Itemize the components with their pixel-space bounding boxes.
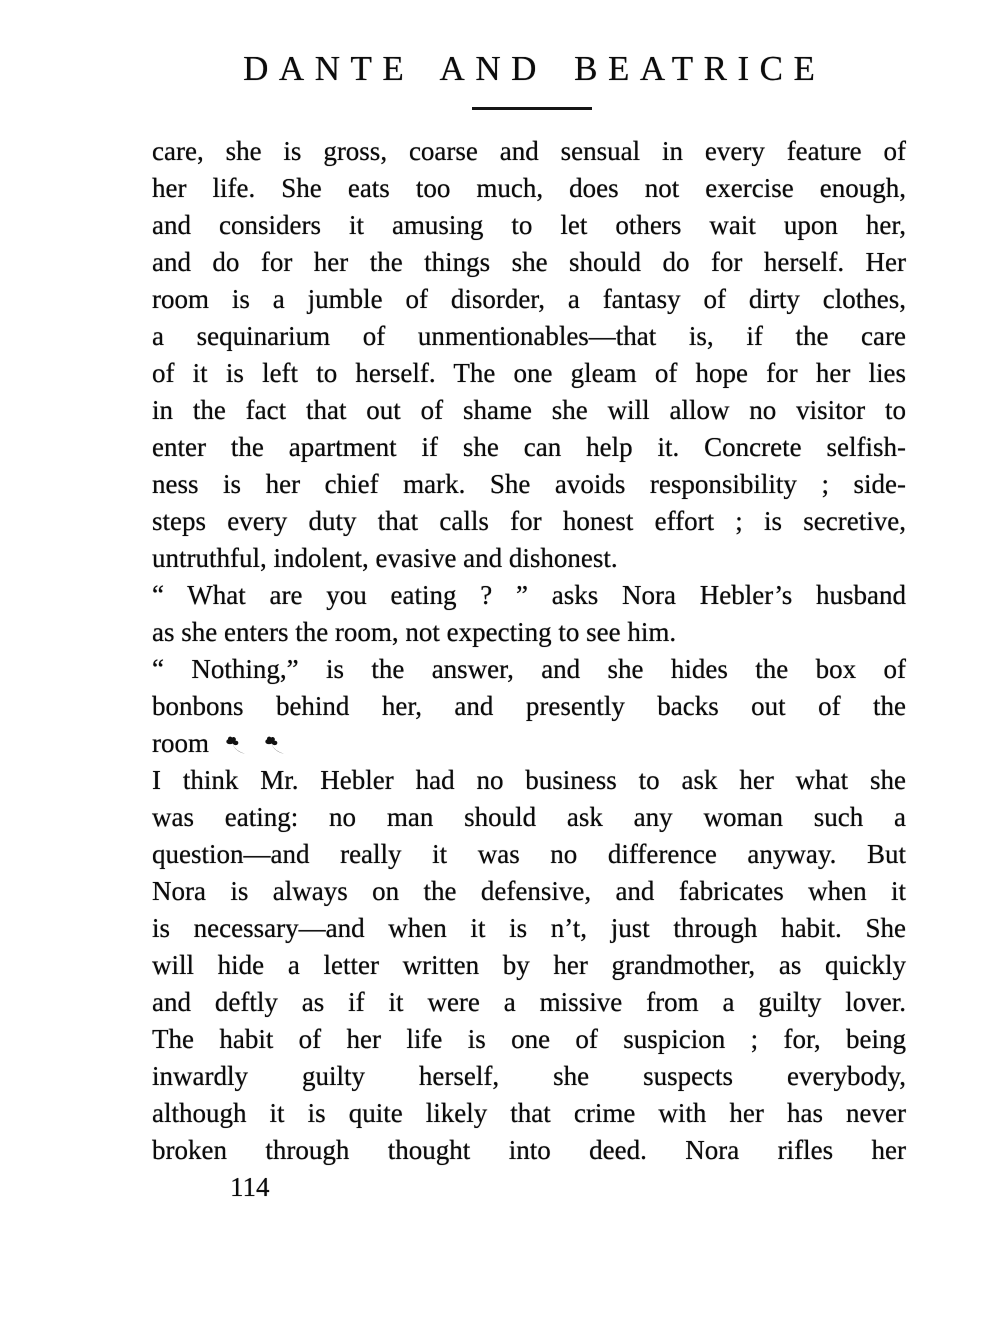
text-line: care, she is gross, coarse and sensual in every feature of (152, 136, 906, 166)
text-line: “ What are you eating ? ” asks Nora Hebler’s husband (152, 580, 906, 610)
fleuron-icon (264, 725, 287, 762)
text-line: I think Mr. Hebler had no business to ask her what she (152, 765, 906, 795)
text-line: Nora is always on the defensive, and fabricates when it (152, 876, 906, 906)
text-line: The habit of her life is one of suspicion ; for, being (152, 1024, 906, 1054)
page-number: 114 (230, 1172, 270, 1202)
text-line: ness is her chief mark. She avoids responsibility ; side- (152, 469, 906, 499)
paragraph (152, 577, 906, 651)
title-rule (472, 107, 592, 110)
text-line: her life. She eats too much, does not exercise enough, (152, 173, 906, 203)
paragraph (152, 133, 906, 577)
text-line: and deftly as if it were a missive from a guilty lover. (152, 987, 906, 1017)
text-line: is necessary—and when it is n’t, just through habit. She (152, 913, 906, 943)
page-title: DANTE AND BEATRICE (243, 49, 826, 88)
text-line: bonbons behind her, and presently backs out of the (152, 691, 906, 721)
body-text (152, 133, 906, 1169)
text-line: steps every duty that calls for honest effort ; is secretive, (152, 506, 906, 536)
text-line: in the fact that out of shame she will allow no visitor to (152, 395, 906, 425)
text-line: enter the apartment if she can help it. Concrete selfish- (152, 432, 906, 462)
text-line: as she enters the room, not expecting to see him. (152, 617, 677, 647)
text-line: inwardly guilty herself, she suspects everybody, (152, 1061, 906, 1091)
text-line: untruthful, indolent, evasive and dishonest. (152, 543, 618, 573)
text-line: was eating: no man should ask any woman such a (152, 802, 906, 832)
text-line: will hide a letter written by her grandmother, as quickly (152, 950, 906, 980)
text-line: room (152, 725, 906, 762)
text-line: room is a jumble of disorder, a fantasy of dirty clothes, (152, 284, 906, 314)
text-line: and considers it amusing to let others wait upon her, (152, 210, 906, 240)
paragraph (152, 762, 906, 1169)
text-line: although it is quite likely that crime with her has never (152, 1098, 906, 1128)
fleuron-icon (225, 725, 248, 762)
text-line: “ Nothing,” is the answer, and she hides the box of (152, 654, 906, 684)
text-column (152, 0, 906, 1206)
text-line: broken through thought into deed. Nora rifles her (152, 1135, 906, 1165)
text-line: of it is left to herself. The one gleam of hope for her lies (152, 358, 906, 388)
text-line: and do for her the things she should do for herself. Her (152, 247, 906, 277)
paragraph (152, 651, 906, 762)
text-line: a sequinarium of unmentionables—that is, if the care (152, 321, 906, 351)
text-line: question—and really it was no difference anyway. But (152, 839, 906, 869)
